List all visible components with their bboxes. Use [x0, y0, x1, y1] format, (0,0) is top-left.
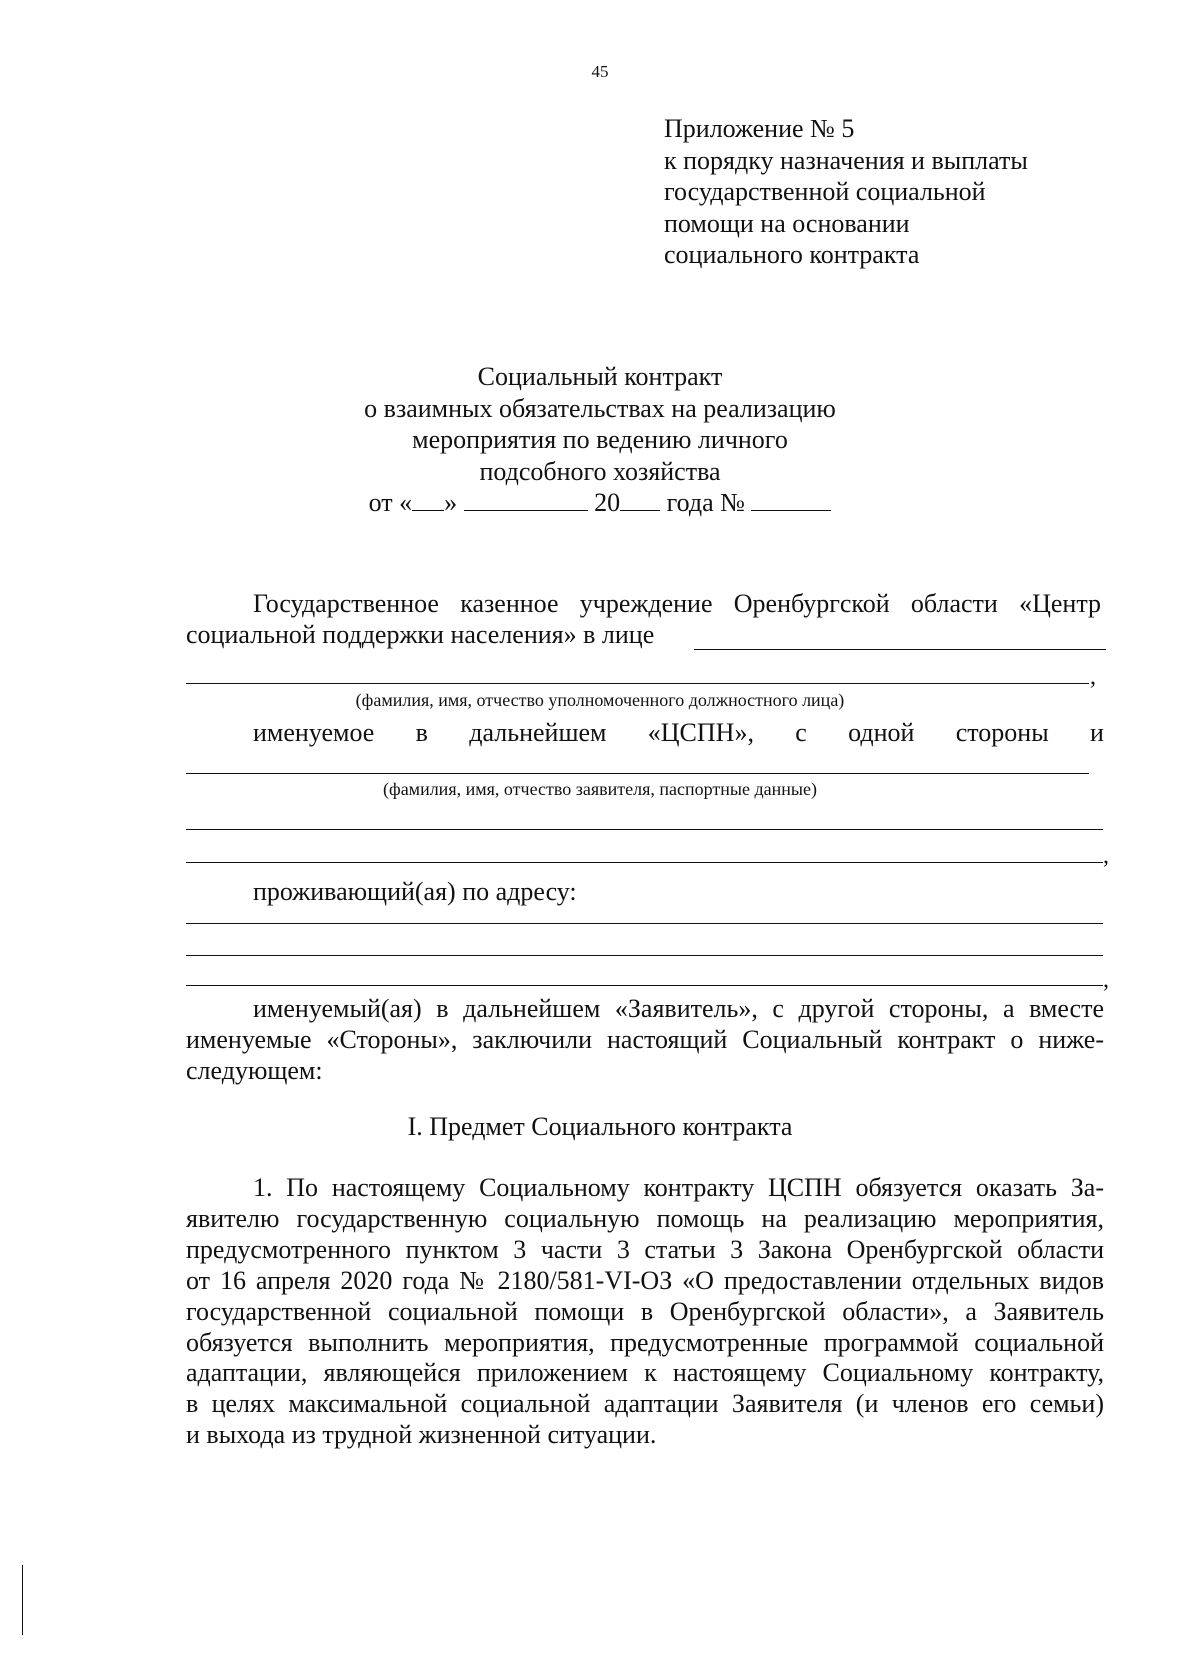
section-heading: I. Предмет Социального контракта [407, 1112, 793, 1141]
residing-label: проживающий(ая) по адресу: [253, 877, 577, 906]
title-line: о взаимных обязательствах на реализацию [364, 393, 836, 423]
date-quote-close: » [444, 488, 458, 517]
appendix-line: социального контракта [664, 240, 920, 269]
named-word: дальнейшем [469, 718, 607, 747]
address-blank[interactable] [186, 985, 1103, 986]
year-blank[interactable] [620, 488, 660, 511]
appendix-line: к порядку назначения и выплаты [664, 145, 1028, 175]
page-number: 45 [591, 62, 609, 81]
comma: , [1103, 843, 1109, 869]
day-blank[interactable] [412, 488, 444, 511]
representative-name-blank[interactable] [694, 649, 1106, 650]
paragraph-line: и выхода из трудной жизненной ситуации. [186, 1420, 657, 1450]
named-word: одной [848, 718, 915, 747]
appendix-line: помощи на основании [664, 208, 910, 238]
appendix-line: Приложение № 5 [664, 114, 855, 143]
paragraph-line: адаптации, являющейся приложением к настоящему Социальному контракту, [186, 1358, 1104, 1388]
intro-line-1: Государственное казенное учреждение Оренбургской области «Центр [253, 589, 1101, 618]
named-word: именуемое [253, 718, 375, 747]
named-line [253, 717, 1104, 748]
section-paragraph [186, 1173, 1104, 1451]
paragraph-line: явителю государственную социальную помощь на реализацию мероприятия, [186, 1203, 1104, 1233]
date-from-label: от « [368, 488, 413, 517]
caption-applicant: (фамилия, имя, отчество заявителя, паспортные данные) [383, 779, 817, 799]
intro-line-2: социальной поддержки населения» в лице [186, 620, 655, 649]
paragraph-line: государственной социальной помощи в Оренбургской области», а Заявитель [186, 1296, 1104, 1326]
paragraph-line: в целях максимальной социальной адаптации Заявителя (и членов его семьи) [186, 1389, 1104, 1419]
named-word: в [415, 718, 428, 747]
date-line [0, 487, 1200, 519]
paragraph-line: от 16 апреля 2020 года № 2180/581-VI-ОЗ «О предоставлении отдельных видов [186, 1265, 1104, 1295]
applicant-data-blank[interactable] [186, 862, 1103, 863]
named-word: «ЦСПН», [647, 718, 754, 747]
address-blank[interactable] [186, 923, 1103, 924]
named-word: стороны [955, 718, 1049, 747]
named-word: с [795, 718, 807, 747]
document-title [0, 361, 1200, 519]
year-prefix: 20 [594, 488, 621, 517]
title-line: Социальный контракт [477, 362, 723, 391]
year-number-label: года № [666, 488, 745, 517]
named-word: и [1090, 718, 1104, 747]
official-name-blank[interactable] [186, 683, 1089, 684]
contract-number-blank[interactable] [751, 488, 831, 511]
comma: , [1103, 967, 1109, 993]
address-blank[interactable] [186, 955, 1103, 956]
paragraph-line: обязуется выполнить мероприятия, предусмотренные программой социальной [186, 1327, 1104, 1357]
comma: , [1090, 664, 1096, 690]
month-blank[interactable] [464, 488, 588, 511]
caption-official: (фамилия, имя, отчество уполномоченного должностного лица) [355, 690, 845, 710]
applicant-name-blank[interactable] [186, 773, 1089, 774]
paragraph-line: 1. По настоящему Социальному контракту ЦСПН обязуется оказать За- [253, 1173, 1104, 1202]
appendix-line: государственной социальной [664, 177, 986, 206]
scan-margin-mark [22, 1565, 23, 1635]
tail-line: следующем: [186, 1056, 323, 1085]
tail-line: именуемые «Стороны», заключили настоящий Социальный контракт о ниже- [186, 1025, 1104, 1054]
tail-line: именуемый(ая) в дальнейшем «Заявитель», с другой стороны, а вместе [253, 994, 1104, 1023]
applicant-data-blank[interactable] [186, 829, 1103, 830]
paragraph-line: предусмотренного пунктом 3 части 3 статьи 3 Закона Оренбургской области [186, 1234, 1104, 1264]
appendix-header [664, 113, 1028, 271]
title-line: подсобного хозяйства [479, 456, 721, 486]
title-line: мероприятия по ведению личного [412, 425, 788, 454]
